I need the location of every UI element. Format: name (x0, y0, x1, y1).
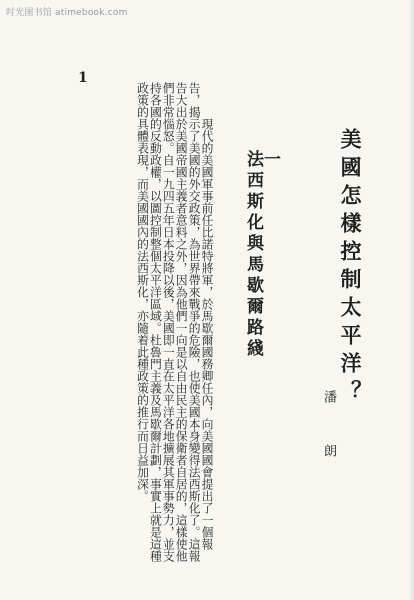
watermark: 时光图书馆 atimebook.com (6, 8, 128, 18)
body-text (58, 82, 213, 564)
section-heading (244, 150, 278, 360)
author-name: 潘 朗 (321, 390, 336, 471)
body-paragraph: 現代的美國軍事前任比諾特將軍，於馬歇爾國務卿任內，向美國國會提出了一個報告，揭示了美國的外交政策，為世界帶來戰爭的危險，也使美國本身變得法西斯化了。這報告大出於美國帝國主義者意料之外，因為他們一向是以自由民主的保衛者自居的，這樣使他們非常惱怒。自一九四五年日本投降以後，美國即一直在太平洋各地擴展其軍事勢力，並支持各國的反動政權，以圖控制整個太平洋區域。杜魯門主義及馬歇爾計劃，事實上就是這種政策的具體表現，而美國國內的法西斯化，亦隨着此種政策的推行而日益加深。 (135, 82, 214, 562)
section-title: 法西斯化與馬歇爾路綫 (243, 150, 263, 360)
page-edge (408, 0, 414, 600)
article-title: 美國怎樣控制太平洋？ (338, 128, 363, 408)
section-number: 一 (260, 150, 280, 167)
page-number: 1 (78, 70, 88, 86)
